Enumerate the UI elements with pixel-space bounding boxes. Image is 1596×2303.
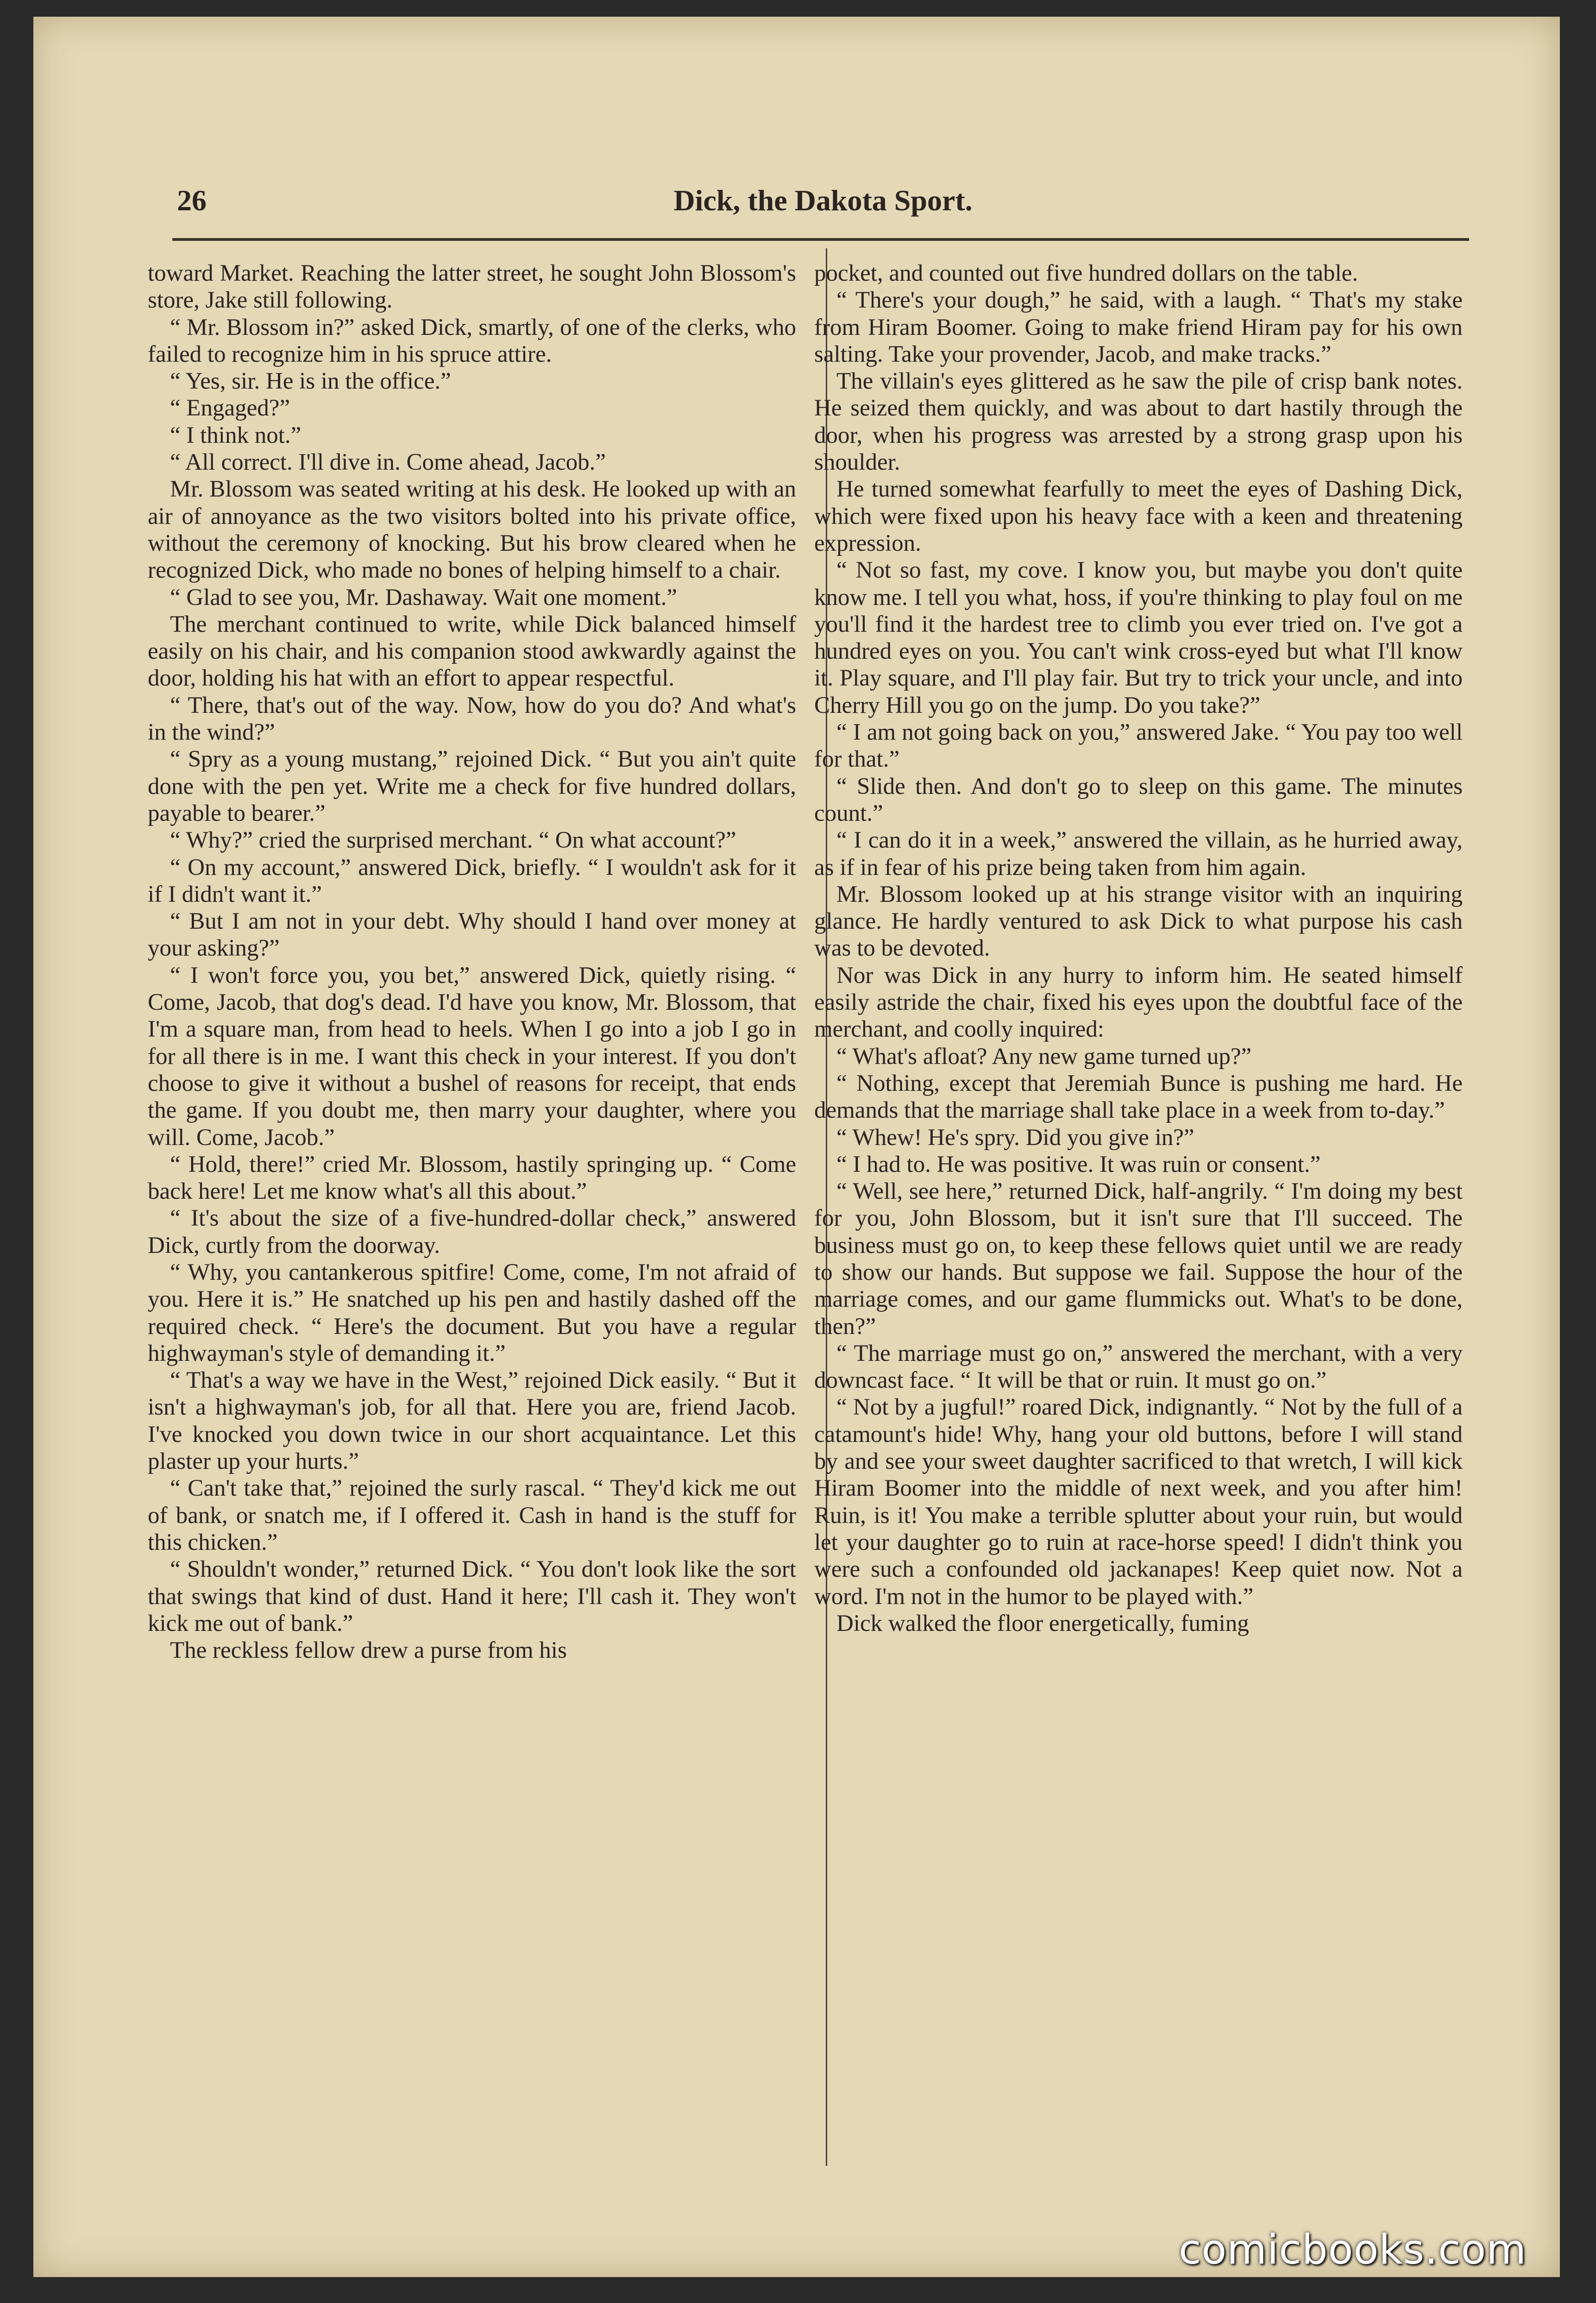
paragraph: “ Not by a jugful!” roared Dick, indignantly. “ Not by the full of a catamount's hide! Why, hang your old buttons, before I will stand by and see your sweet daughter sacrificed to that wretch, I will kick Hiram Boomer into the middle of next week, and you after him! Ruin, is it! You make a terrible splutter about your ruin, but would let your daughter go to ruin at race-horse speed! I didn't think you were such a confounded old jackanapes! Keep quiet now. Not a word. I'm not in the humor to be played with.” [814, 1394, 1463, 1610]
paragraph: The merchant continued to write, while Dick balanced himself easily on his chair, and his companion stood awkwardly against the door, holding his hat with an effort to appear respectful. [148, 611, 796, 692]
paragraph: “ Slide then. And don't go to sleep on this game. The minutes count.” [814, 773, 1463, 826]
paragraph: “ What's afloat? Any new game turned up?” [836, 1043, 1252, 1070]
paragraph: “ Mr. Blossom in?” asked Dick, smartly, of one of the clerks, who failed to recognize him in his spruce attire. [148, 314, 796, 367]
page-header [177, 183, 1469, 216]
header-rule [172, 238, 1469, 241]
paragraph: “ I had to. He was positive. It was ruin or consent.” [836, 1151, 1321, 1177]
paragraph: “ Glad to see you, Mr. Dashaway. Wait one moment.” [170, 584, 677, 610]
paragraph: “ Well, see here,” returned Dick, half-angrily. “ I'm doing my best for you, John Blossom, but it isn't sure that I'll succeed. The business must go on, to keep these fellows quiet until we are ready to show our hands. But suppose we fail. Suppose the hour of the marriage comes, and our game flummicks out. What's to be done, then?” [814, 1178, 1463, 1340]
paragraph: toward Market. Reaching the latter street, he sought John Blossom's store, Jake still following. [148, 260, 796, 314]
paragraph: “ On my account,” answered Dick, briefly. “ I wouldn't ask for it if I didn't want it.” [148, 854, 796, 907]
paragraph: “ I think not.” [170, 422, 302, 448]
book-page [33, 17, 1560, 2277]
paragraph: “ Yes, sir. He is in the office.” [170, 368, 451, 395]
paragraph: “ That's a way we have in the West,” rejoined Dick easily. “ But it isn't a highwayman's job, for all that. Here you are, friend Jacob. I've knocked you down twice in our short acquaintance. Let this plaster up your hurts.” [148, 1367, 796, 1475]
paragraph: “ I can do it in a week,” answered the villain, as he hurried away, as if in fear of his prize being taken from him again. [814, 827, 1463, 881]
paragraph: “ Not so fast, my cove. I know you, but maybe you don't quite know me. I tell you what, hoss, if you're thinking to play foul on me you'll find it the hardest tree to climb you ever tried on. I've got a hundred eyes on you. You can't wink cross-eyed but what I'll know it. Play square, and I'll play fair. But try to trick your uncle, and into Cherry Hill you go on the jump. Do you take?” [814, 557, 1463, 718]
paragraph: “ There, that's out of the way. Now, how do you do? And what's in the wind?” [148, 692, 796, 746]
page-number: 26 [177, 184, 207, 217]
paragraph: Mr. Blossom looked up at his strange visitor with an inquiring glance. He hardly ventured to ask Dick to what purpose his cash was to be devoted. [814, 881, 1463, 962]
running-title: Dick, the Dakota Sport. [673, 184, 973, 217]
paragraph: The reckless fellow drew a purse from his [170, 1637, 567, 1664]
paragraph: Nor was Dick in any hurry to inform him. He seated himself easily astride the chair, fixed his eyes upon the doubtful face of the merchant, and coolly inquired: [814, 962, 1463, 1043]
paragraph: “ Can't take that,” rejoined the surly rascal. “ They'd kick me out of bank, or snatch me, if I offered it. Cash in hand is the stuff for this chicken.” [148, 1475, 796, 1555]
paragraph: “ Whew! He's spry. Did you give in?” [836, 1124, 1194, 1151]
paragraph: He turned somewhat fearfully to meet the eyes of Dashing Dick, which were fixed upon his heavy face with a keen and threatening expression. [814, 476, 1463, 556]
paragraph: “ I am not going back on you,” answered Jake. “ You pay too well for that.” [814, 719, 1463, 773]
paragraph: Dick walked the floor energetically, fuming [836, 1610, 1249, 1636]
right-column [814, 260, 1463, 2182]
paragraph: “ The marriage must go on,” answered the merchant, with a very downcast face. “ It will be that or ruin. It must go on.” [814, 1340, 1463, 1394]
paragraph: “ Spry as a young mustang,” rejoined Dick. “ But you ain't quite done with the pen yet. Write me a check for five hundred dollars, payable to bearer.” [148, 746, 796, 826]
paragraph: “ All correct. I'll dive in. Come ahead, Jacob.” [170, 449, 606, 476]
paragraph: “ Engaged?” [170, 395, 290, 422]
paragraph: “ I won't force you, you bet,” answered Dick, quietly rising. “ Come, Jacob, that dog's dead. I'd have you know, Mr. Blossom, that I'm a square man, from head to heels. When I go into a job I go in for all there is in me. I want this check in your interest. If you don't choose to give it without a bushel of reasons for receipt, that ends the game. If you doubt me, then marry your daughter, where you will. Come, Jacob.” [148, 962, 796, 1151]
paragraph: “ Hold, there!” cried Mr. Blossom, hastily springing up. “ Come back here! Let me know what's all this about.” [148, 1151, 796, 1205]
paragraph: “ Nothing, except that Jeremiah Bunce is pushing me hard. He demands that the marriage shall take place in a week from to-day.” [814, 1070, 1463, 1124]
paragraph: Mr. Blossom was seated writing at his desk. He looked up with an air of annoyance as the two visitors bolted into his private office, without the ceremony of knocking. But his brow cleared when he recognized Dick, who made no bones of helping himself to a chair. [148, 476, 796, 584]
paragraph: “ Shouldn't wonder,” returned Dick. “ You don't look like the sort that swings that kind of dust. Hand it here; I'll cash it. They won't kick me out of bank.” [148, 1556, 796, 1636]
paragraph: “ There's your dough,” he said, with a laugh. “ That's my stake from Hiram Boomer. Going to make friend Hiram pay for his own salting. Take your provender, Jacob, and make tracks.” [814, 287, 1463, 367]
paragraph: pocket, and counted out five hundred dollars on the table. [814, 260, 1358, 286]
paragraph: “ But I am not in your debt. Why should I hand over money at your asking?” [148, 908, 796, 962]
paragraph: “ Why, you cantankerous spitfire! Come, come, I'm not afraid of you. Here it is.” He snatched up his pen and hastily dashed off the required check. “ Here's the document. But you have a regular highwayman's style of demanding it.” [148, 1259, 796, 1366]
paragraph: “ It's about the size of a five-hundred-dollar check,” answered Dick, curtly from the doorway. [148, 1205, 796, 1258]
watermark: comicbooks.com [1179, 2226, 1527, 2273]
paragraph: The villain's eyes glittered as he saw the pile of crisp bank notes. He seized them quickly, and was about to dart hastily through the door, when his progress was arrested by a strong grasp upon his shoulder. [814, 368, 1463, 476]
paragraph: “ Why?” cried the surprised merchant. “ On what account?” [170, 827, 736, 854]
left-column [148, 260, 796, 2182]
